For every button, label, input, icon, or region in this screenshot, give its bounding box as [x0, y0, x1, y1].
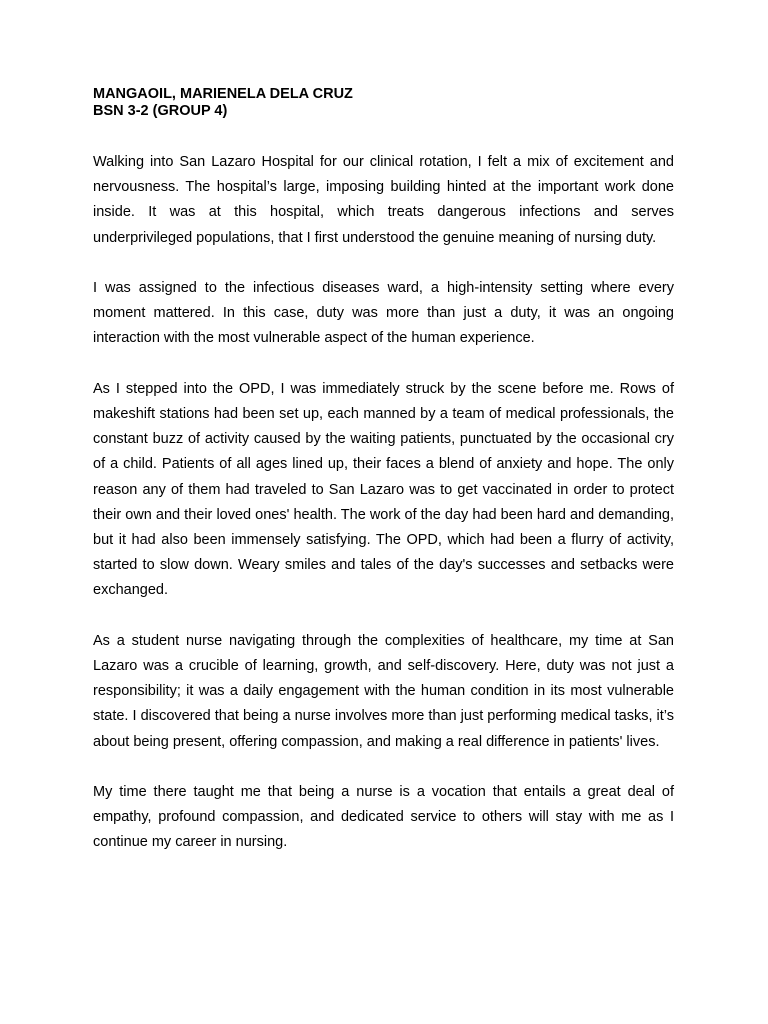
paragraph-1: Walking into San Lazaro Hospital for our clinical rotation, I felt a mix of excitement and nervousness. The hospital’s large, imposing building hinted at the important work done inside. It was at this hospital, which treats dangerous infections and serves underprivileged populations, that I first understood the genuine meaning of nursing duty. — [93, 154, 674, 246]
paragraph-3: As I stepped into the OPD, I was immediately struck by the scene before me. Rows of makeshift stations had been set up, each manned by a team of medical professionals, the constant buzz of activity caused by the waiting patients, punctuated by the occasional cry of a child. Patients of all ages lined up, their faces a blend of anxiety and hope. The only reason any of them had traveled to San Lazaro was to get vaccinated in order to protect their own and their loved ones' health. The work of the day had been hard and demanding, but it had also been immensely satisfying. The OPD, which had been a flurry of activity, started to slow down. Weary smiles and tales of the day's successes and setbacks were exchanged. — [93, 380, 674, 599]
paragraph-spacer — [93, 604, 674, 629]
paragraph-5: My time there taught me that being a nurse is a vocation that entails a great deal of empathy, profound compassion, and dedicated service to others will stay with me as I continue my career in nursing. — [93, 784, 674, 851]
class-section: BSN 3-2 (GROUP 4) — [93, 103, 228, 119]
paragraph-4: As a student nurse navigating through the complexities of healthcare, my time at San Lazaro was a crucible of learning, growth, and self-discovery. Here, duty was not just a responsibility; it was a daily engagement with the human condition in its most vulnerable state. I discovered that being a nurse involves more than just performing medical tasks, it’s about being present, offering compassion, and making a real difference in patients' lives. — [93, 632, 674, 750]
paragraph-spacer — [93, 251, 674, 276]
paragraph-spacer — [93, 755, 674, 780]
paragraph-2: I was assigned to the infectious diseases ward, a high-intensity setting where every moment mattered. In this case, duty was more than just a duty, it was an ongoing interaction with the most vulnerable aspect of the human experience. — [93, 280, 674, 347]
document-page — [93, 86, 674, 856]
paragraph-spacer — [93, 352, 674, 377]
author-name: MANGAOIL, MARIENELA DELA CRUZ — [93, 86, 353, 102]
